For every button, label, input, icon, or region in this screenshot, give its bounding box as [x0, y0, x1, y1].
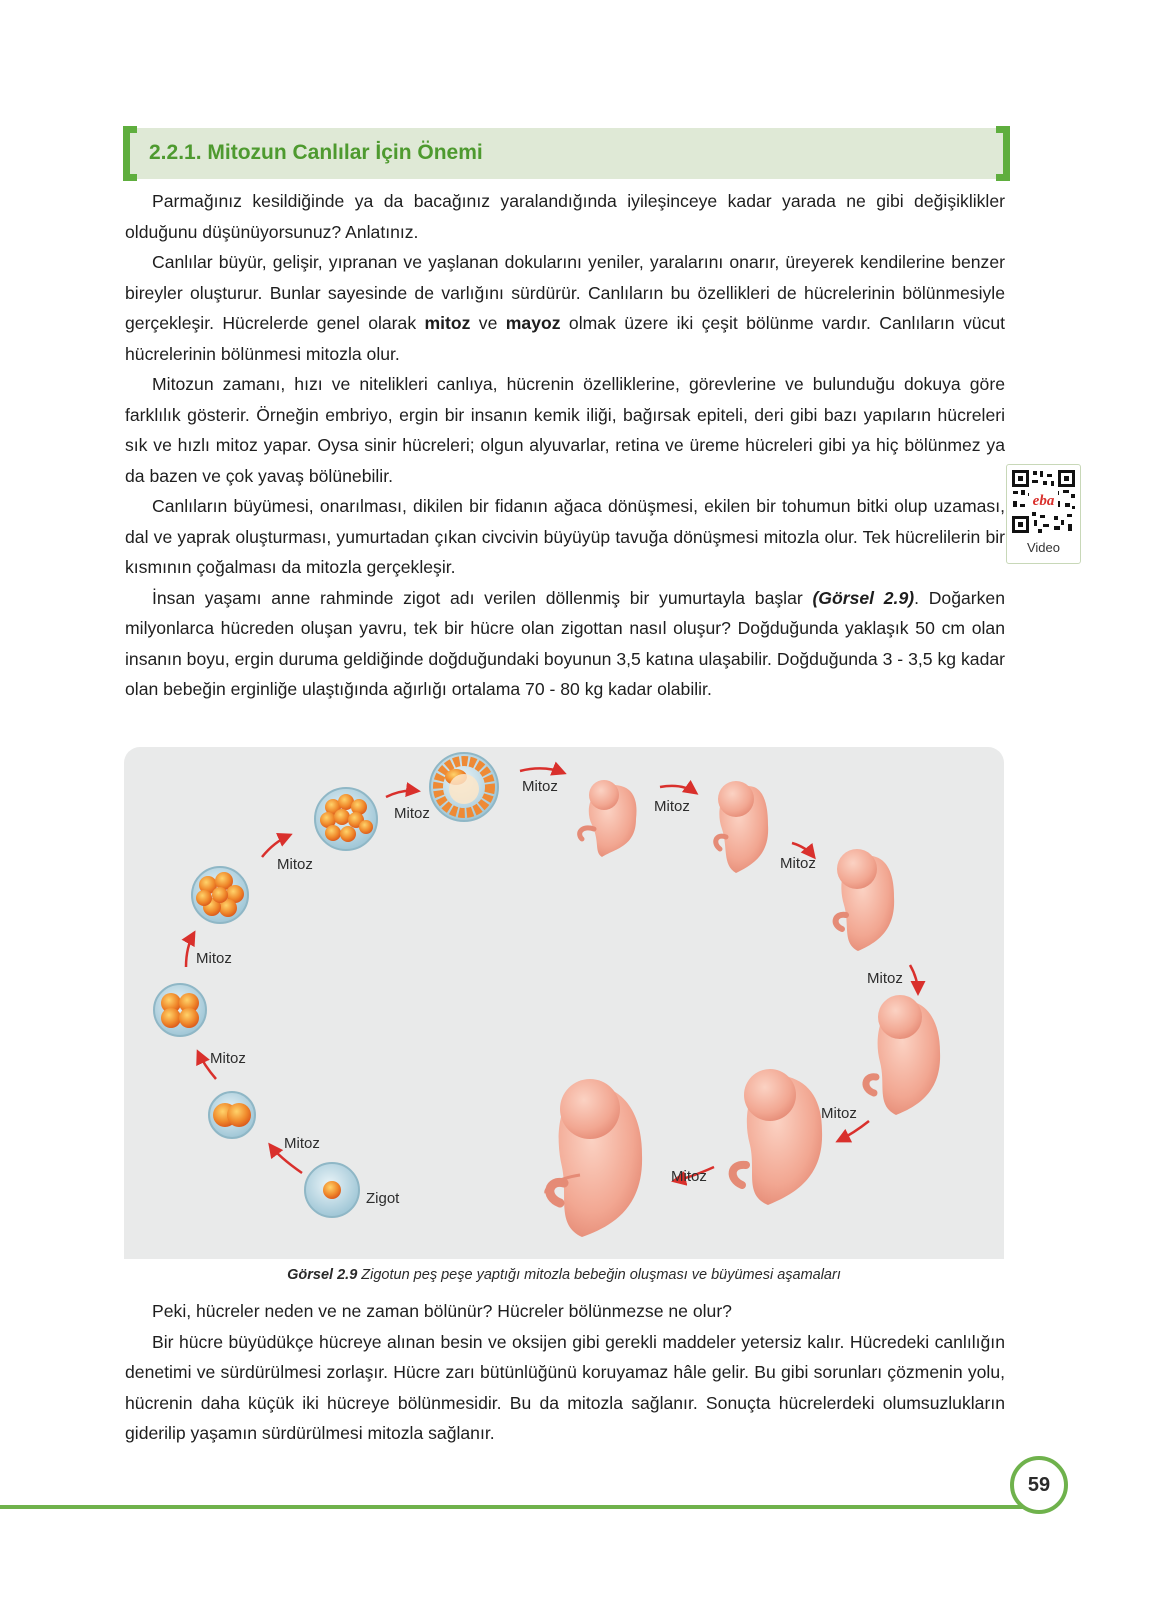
stage-embryo-3 — [836, 849, 895, 951]
label-mitoz-9: Mitoz — [867, 970, 903, 987]
stage-two-cell — [209, 1092, 255, 1138]
paragraph-1: Parmağınız kesildiğinde ya da bacağınız yaralandığında iyileşinceye kadar yarada ne gibi değişiklikler olduğunu düşünüyorsunuz? Anlatınız. — [125, 191, 1005, 242]
stage-embryo-5 — [733, 1069, 822, 1205]
body-text-upper — [125, 186, 1005, 705]
term-mitoz: mitoz — [424, 313, 471, 333]
footer-line — [0, 1505, 1040, 1509]
label-mitoz-8: Mitoz — [780, 855, 816, 872]
page-number: 59 — [1010, 1456, 1068, 1514]
label-mitoz-2: Mitoz — [210, 1050, 246, 1067]
eba-logo: eba — [1032, 493, 1055, 509]
heading-bracket-left — [123, 126, 137, 181]
label-zygote: Zigot — [366, 1190, 400, 1207]
paragraph-6: Peki, hücreler neden ve ne zaman bölünür? Hücreler bölünmezse ne olur? — [152, 1301, 732, 1321]
paragraph-4: Canlıların büyümesi, onarılması, dikilen bir fidanın ağaca dönüşmesi, ekilen bir tohumun bitki olup uzaması, dal ve yaprak oluşturması, yumurtadan çıkan civcivin büyüyüp tavuğa dönüşmesi mitozla olur. Tek hücrelilerin bir kısmının çoğalması da mitozla gerçekleşir. — [125, 496, 1005, 577]
stage-embryo-1 — [580, 780, 637, 857]
paragraph-3: Mitozun zamanı, hızı ve nitelikleri canlıya, hücrenin özelliklerine, görevlerine ve bulunduğu dokuya göre farklılık gösterir. Örneğin embriyo, ergin bir insanın kemik iliği, bağırsak epiteli, deri gibi bazı yapıların hücreleri sık ve hızlı mitoz yapar. Oysa sinir hücreleri; olgun alyuvarlar, retina ve üreme hücreleri gibi ya hiç bölünmez ya da bazen ve çok yavaş bölünebilir. — [125, 374, 1005, 486]
qr-code-icon — [1010, 468, 1077, 535]
label-mitoz-10: Mitoz — [821, 1105, 857, 1122]
stage-embryo-6 — [546, 1079, 642, 1237]
stage-embryo-2 — [716, 781, 768, 873]
paragraph-7: Bir hücre büyüdükçe hücreye alınan besin ve oksijen gibi gerekli maddeler yetersiz kalır. Hücredeki canlılığın denetimi ve sürdürülmesi zorlaşır. Hücre zarı bütünlüğünü koruyamaz hâle gelir. Bu gibi sorunları çözmenin yolu, hücrenin daha küçük iki hücreye bölünmesidir. Bu da mitozla sağlanır. Sonuçta hücrelerdeki olumsuzlukların giderilip yaşamın sürdürülmesi mitozla sağlanır. — [125, 1331, 1005, 1443]
body-text-lower — [125, 1296, 1005, 1449]
paragraph-5: İnsan yaşamı anne rahminde zigot adı verilen döllenmiş bir yumurtayla başlar (Görsel 2.9). Doğarken milyonlarca hücreden oluşan yavru, tek bir hücre olan zigottan nasıl oluşur? Doğduğunda yaklaşık 50 cm olan insanın boyu, ergin duruma geldiğinde doğduğundaki boyunun 3,5 katına ulaşabilir. Doğduğunda 3 - 3,5 kg kadar olan bebeğin erginliğe ulaştığında ağırlığı ortalama 70 - 80 kg kadar olabilir. — [125, 587, 1005, 699]
label-mitoz-1: Mitoz — [284, 1135, 320, 1152]
heading-bracket-right — [996, 126, 1010, 181]
figure-illustration — [124, 747, 1004, 1259]
term-mayoz: mayoz — [505, 313, 561, 333]
label-mitoz-11: Mitoz — [671, 1168, 707, 1185]
label-mitoz-3: Mitoz — [196, 950, 232, 967]
stage-eight-cell — [192, 867, 248, 923]
stage-blastocyst — [430, 753, 498, 821]
figure-mitosis-development — [124, 747, 1004, 1259]
figure-caption: Görsel 2.9 Zigotun peş peşe yaptığı mitozla bebeğin oluşması ve büyümesi aşamaları — [287, 1267, 841, 1283]
stage-four-cell — [154, 984, 206, 1036]
section-title: 2.2.1. Mitozun Canlılar İçin Önemi — [149, 141, 483, 164]
label-mitoz-4: Mitoz — [277, 856, 313, 873]
qr-video-label: Video — [1026, 540, 1060, 555]
label-mitoz-6: Mitoz — [522, 778, 558, 795]
paragraph-2: Canlılar büyür, gelişir, yıpranan ve yaşlanan dokularını yeniler, yaralarını onarır, üreyerek kendilerine benzer bireyler oluşturur. Bunlar sayesinde de varlığını sürdürür. Canlıların bu özellikleri de hücrelerinin bölünmesiyle gerçekleşir. Hücrelerde genel olarak mitoz ve mayoz olmak üzere iki çeşit bölünme vardır. Canlıların vücut hücrelerinin bölünmesi mitozla olur. — [125, 252, 1005, 364]
caption-ref: Görsel 2.9 — [287, 1267, 358, 1283]
section-heading-bar — [127, 128, 1006, 179]
stage-morula — [315, 788, 377, 850]
label-mitoz-7: Mitoz — [654, 798, 690, 815]
label-mitoz-5: Mitoz — [394, 805, 430, 822]
stage-zygote — [305, 1163, 359, 1217]
stage-embryo-4 — [866, 995, 940, 1115]
figure-reference: (Görsel 2.9) — [812, 587, 915, 608]
qr-video-link[interactable] — [1006, 464, 1081, 564]
